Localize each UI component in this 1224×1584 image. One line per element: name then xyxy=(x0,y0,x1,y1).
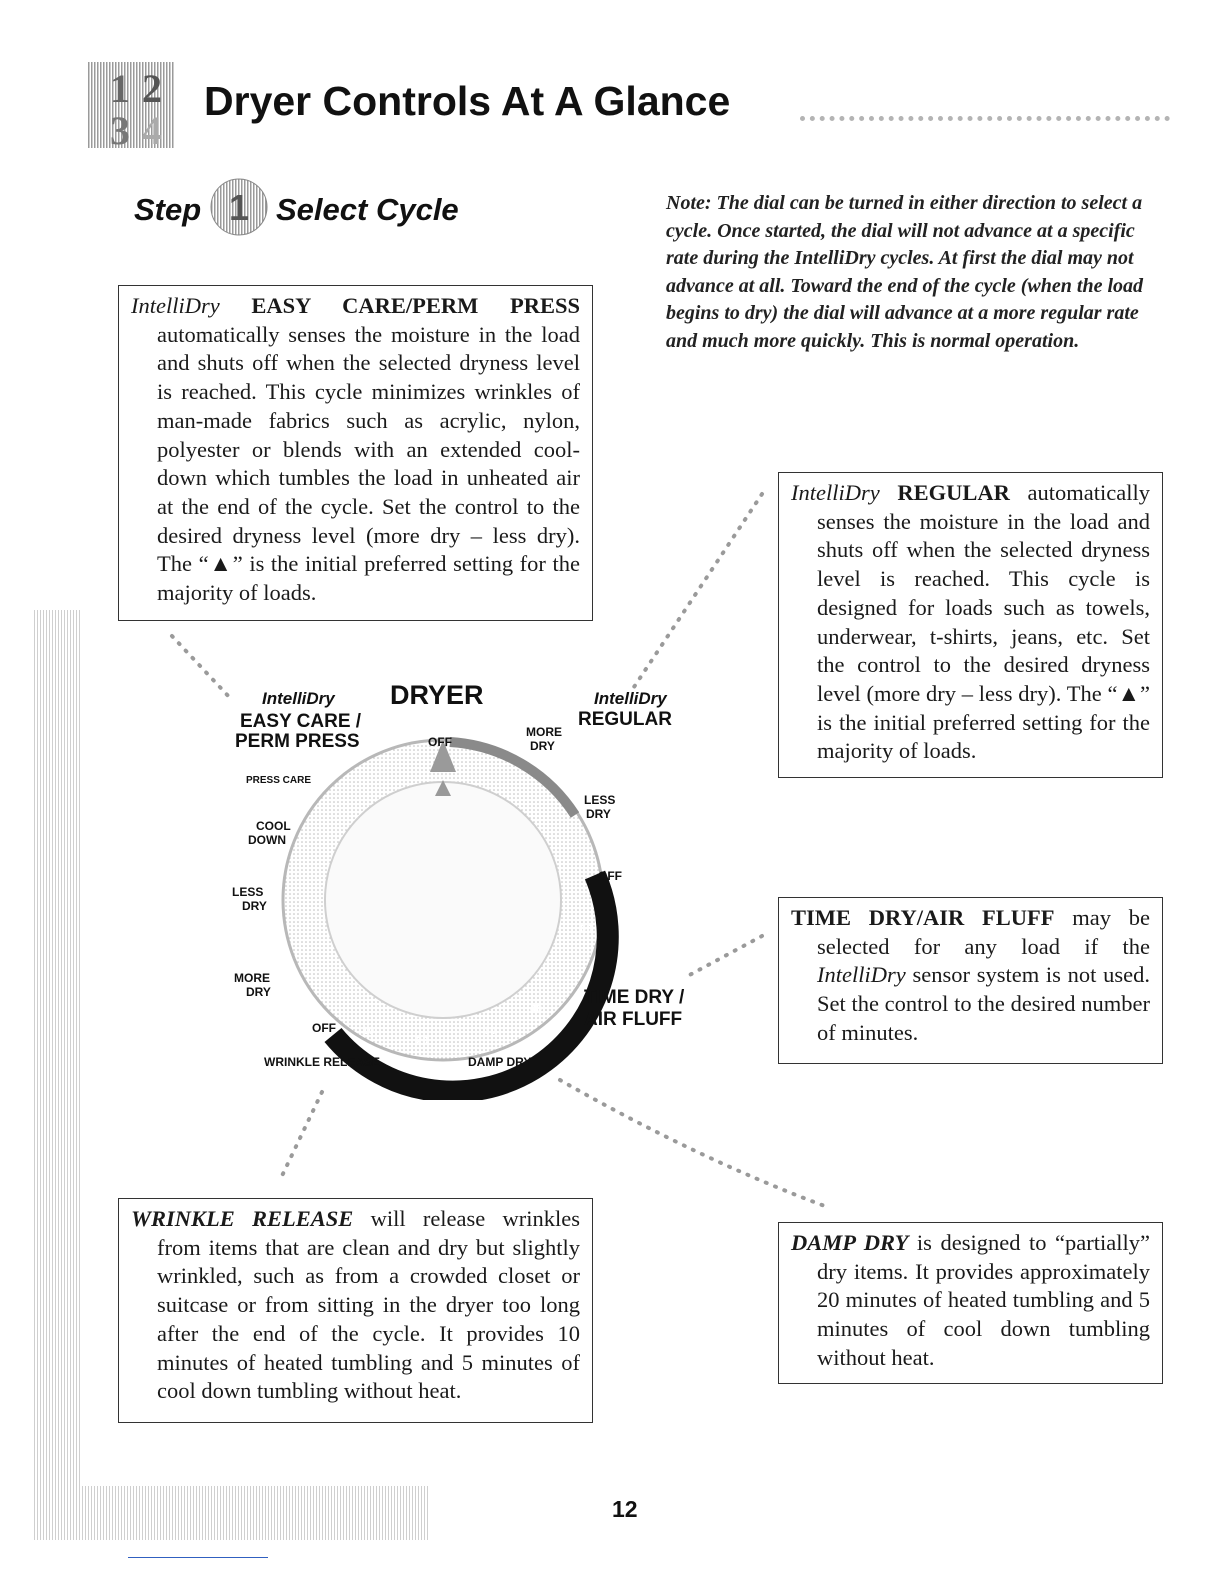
dial-less-dry-left-1: LESS xyxy=(232,885,264,899)
dial-more-dry-right-2: DRY xyxy=(530,739,555,753)
dial-minute-60: 60 xyxy=(580,923,593,935)
damp-dry-callout xyxy=(778,1222,1163,1384)
dial-less-dry-right-1: LESS xyxy=(584,793,616,807)
bottom-rule xyxy=(128,1557,268,1558)
title-dotted-leader xyxy=(800,116,1170,121)
time-dry-description xyxy=(791,904,1150,1048)
wrinkle-description xyxy=(131,1205,580,1406)
dial-minute-40: 40 xyxy=(530,1003,543,1015)
dial-minute-30: 30 xyxy=(484,1025,497,1037)
step-title: Select Cycle xyxy=(276,192,459,227)
dial-minute-20: 20 xyxy=(416,1035,429,1047)
logo-digit-1: 1 xyxy=(110,66,130,111)
damp-dry-description xyxy=(791,1229,1150,1373)
dial-regular: REGULAR xyxy=(578,709,672,730)
dial-time-dry-2: AIR FLUFF xyxy=(584,1009,683,1030)
regular-description xyxy=(791,479,1150,766)
dial-wrinkle-release: WRINKLE RELEASE xyxy=(264,1055,381,1069)
dial-brand-left: IntelliDry xyxy=(262,689,335,708)
dial-brand-right: IntelliDry xyxy=(594,689,667,708)
leader-wrinkle xyxy=(280,1092,322,1180)
dial-more-dry-left-1: MORE xyxy=(234,971,270,985)
dial-off-top: OFF xyxy=(428,735,452,749)
calendar-digits-logo xyxy=(88,62,174,148)
easy-care-description xyxy=(131,292,580,608)
easy-care-perm-press-callout xyxy=(118,285,593,621)
time-dry-cycle-name: TIME DRY/AIR FLUFF xyxy=(791,905,1055,930)
logo-digit-2: 2 xyxy=(142,66,162,111)
dial-cool-down-1: COOL xyxy=(256,819,291,833)
wrinkle-body: will release wrinkles from items that are clean and dry but slightly wrinkled, such as from a crowded closet or suitcase or from sitting in the dryer too long after the end of the cycle. It provides 10 minutes of heated tumbling and 5 minutes of cool down tumbling without heat. xyxy=(157,1206,581,1404)
time-dry-brand: IntelliDry xyxy=(817,962,906,988)
dial-off-bottom: OFF xyxy=(312,1021,336,1035)
dial-title: DRYER xyxy=(390,680,484,710)
logo-digit-4: 4 xyxy=(142,108,162,148)
wrinkle-cycle-name: WRINKLE RELEASE xyxy=(131,1206,354,1231)
time-dry-air-fluff-callout xyxy=(778,897,1163,1064)
regular-cycle-name: REGULAR xyxy=(897,480,1010,505)
dial-less-dry-left-2: DRY xyxy=(242,899,267,913)
damp-dry-cycle-name: DAMP DRY xyxy=(791,1230,909,1255)
regular-body: automatically senses the moisture in the load and shuts off when the selected dryness level is reached. This cycle is designed for loads such as towels, underwear, t-shirts, jeans, etc. Set the control to the desired dryness level (more dry – less dry). The “▲” is the initial preferred setting for the majority of loads. xyxy=(817,480,1150,764)
time-dry-body-after: sensor system is not used. Set the control to the desired number of minutes. xyxy=(817,962,1151,1045)
dial-inner-ring xyxy=(325,782,561,1018)
dial-more-dry-right-1: MORE xyxy=(526,725,562,739)
easy-care-body: automatically senses the moisture in the load and shuts off when the selected dryness level is reached. This cycle minimizes wrinkles of man-made fabrics such as acrylic, nylon, polyester or blends with an extended cool-down which tumbles the load in unheated air at the end of the cycle. Set the control to the desired dryness level (more dry – less dry). The “▲” is the initial preferred setting for the majority of loads. xyxy=(157,321,580,606)
easy-care-brand: IntelliDry xyxy=(131,293,220,318)
dial-easy-care-line1: EASY CARE / xyxy=(240,711,362,732)
dial-more-dry-left-2: DRY xyxy=(246,985,271,999)
page-title: Dryer Controls At A Glance xyxy=(204,78,731,124)
left-margin-stripe xyxy=(34,610,82,1540)
bottom-margin-stripe xyxy=(34,1486,430,1540)
dial-note: Note: The dial can be turned in either direction to select a cycle. Once started, the dial will not advance at a specific rate during the IntelliDry cycles. At first the dial may not advance at all. Toward the end of the cycle (when the load begins to dry) the dial will advance at a more regular rate and much more quickly. This is normal operation. xyxy=(666,192,1144,352)
step-number-badge xyxy=(208,176,270,238)
dial-time-dry-1: TIME DRY / xyxy=(584,987,685,1008)
wrinkle-release-callout xyxy=(118,1198,593,1423)
page-number: 12 xyxy=(612,1496,638,1522)
regular-brand: IntelliDry xyxy=(791,480,880,505)
dial-press-care: PRESS CARE xyxy=(246,775,312,786)
logo-digit-3: 3 xyxy=(110,108,130,148)
dial-damp-dry: DAMP DRY xyxy=(468,1055,532,1069)
dial-easy-care-line2: PERM PRESS xyxy=(235,731,360,752)
easy-care-cycle-name: EASY CARE/PERM PRESS xyxy=(251,293,581,318)
dial-minute-10: 10 xyxy=(362,1025,375,1037)
time-dry-body-before: may be selected for any load if the xyxy=(817,905,1150,959)
step-word: Step xyxy=(134,192,202,227)
step-number: 1 xyxy=(228,187,250,228)
damp-dry-body: is designed to “partially” dry items. It provides approximately 20 minutes of heated tumbling and 5 minutes of cool down tumbling without heat. xyxy=(817,1230,1151,1370)
dial-cool-down-2: DOWN xyxy=(248,833,286,847)
dial-off-right: OFF xyxy=(598,869,622,883)
dial-less-dry-right-2: DRY xyxy=(586,807,611,821)
regular-callout xyxy=(778,472,1163,778)
